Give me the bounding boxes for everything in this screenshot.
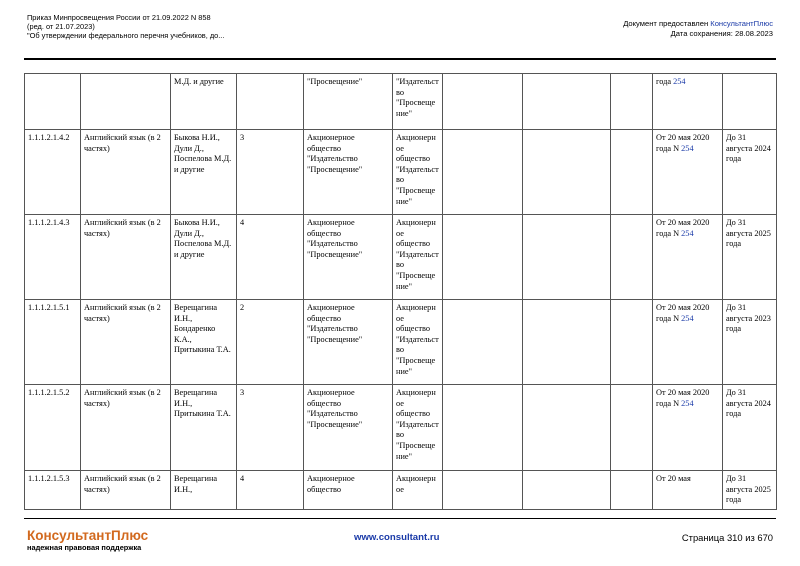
title-cell: Английский язык (в 2 частях) [81, 471, 171, 510]
consultant-tagline: надежная правовая поддержка [27, 543, 142, 552]
table-row [25, 130, 777, 215]
order-date-text: года [656, 77, 674, 86]
document-header-right [623, 19, 773, 38]
order-date-cell [653, 300, 723, 385]
publisher-cell: Акционерное общество "Издательство "Просвещение" [304, 300, 393, 385]
page-counter: Страница 310 из 670 [681, 532, 773, 543]
order-date-cell [653, 471, 723, 510]
order-date-text: От 20 мая 2020 года N [656, 133, 710, 153]
publisher-short-cell: Акционерное общество "Издательство "Просвещение" [393, 130, 443, 215]
header-subject: "Об утверждении федерального перечня учебников, до... [27, 31, 225, 41]
empty-cell [523, 471, 611, 510]
table-row [25, 300, 777, 385]
document-header-left [27, 13, 224, 41]
publisher-cell: Акционерное общество "Издательство "Просвещение" [304, 130, 393, 215]
title-cell: Английский язык (в 2 частях) [81, 385, 171, 471]
grade-cell: 4 [237, 471, 304, 510]
grade-cell [237, 74, 304, 130]
empty-cell [443, 215, 523, 300]
authors-cell: Верещагина И.Н., Бондаренко К.А., Притыкина Т.А. [171, 300, 237, 385]
valid-until-cell: До 31 августа 2024 года [723, 130, 777, 215]
order-date-cell [653, 385, 723, 471]
publisher-cell: "Просвещение" [304, 74, 393, 130]
publisher-cell: Акционерное общество "Издательство "Просвещение" [304, 385, 393, 471]
empty-cell [443, 74, 523, 130]
order-date-text: От 20 мая 2020 года N [656, 388, 710, 408]
order-number-link[interactable]: 254 [681, 143, 694, 153]
empty-cell [523, 74, 611, 130]
publisher-short-cell: "Издательство "Просвещение" [393, 74, 443, 130]
header-provided-by: Документ предоставлен [623, 19, 711, 28]
code-cell: 1.1.1.2.1.4.2 [25, 130, 81, 215]
valid-until-cell: До 31 августа 2024 года [723, 385, 777, 471]
table-row [25, 385, 777, 471]
code-cell: 1.1.1.2.1.5.3 [25, 471, 81, 510]
empty-cell [611, 215, 653, 300]
empty-cell [611, 385, 653, 471]
table-row [25, 215, 777, 300]
empty-cell [443, 385, 523, 471]
publisher-short-cell: Акционерное общество "Издательство "Просвещение" [393, 385, 443, 471]
title-cell: Английский язык (в 2 частях) [81, 130, 171, 215]
authors-cell: М.Д. и другие [171, 74, 237, 130]
order-number-link[interactable]: 254 [681, 398, 694, 408]
empty-cell [611, 300, 653, 385]
valid-until-cell [723, 74, 777, 130]
empty-cell [611, 130, 653, 215]
header-divider [24, 58, 776, 60]
valid-until-cell: До 31 августа 2025 года [723, 215, 777, 300]
empty-cell [523, 385, 611, 471]
empty-cell [443, 130, 523, 215]
valid-until-cell: До 31 августа 2025 года [723, 471, 777, 510]
table-row [25, 471, 777, 510]
header-edition: (ред. от 21.07.2023) [27, 22, 95, 32]
order-date-text: От 20 мая 2020 года N [656, 218, 710, 238]
valid-until-cell: До 31 августа 2023 года [723, 300, 777, 385]
code-cell: 1.1.1.2.1.5.2 [25, 385, 81, 471]
order-date-text: От 20 мая 2020 года N [656, 303, 710, 323]
authors-cell: Быкова Н.И., Дули Д., Поспелова М.Д. и другие [171, 130, 237, 215]
empty-cell [443, 300, 523, 385]
empty-cell [443, 471, 523, 510]
code-cell: 1.1.1.2.1.5.1 [25, 300, 81, 385]
consultant-logo: КонсультантПлюс [27, 528, 149, 543]
header-order-title: Приказ Минпросвещения России от 21.09.2022 N 858 [27, 13, 211, 22]
empty-cell [523, 130, 611, 215]
order-number-link[interactable]: 254 [673, 77, 686, 86]
publisher-cell: Акционерное общество [304, 471, 393, 510]
empty-cell [523, 300, 611, 385]
publisher-short-cell: Акционерное общество "Издательство "Просвещение" [393, 215, 443, 300]
authors-cell: Быкова Н.И., Дули Д., Поспелова М.Д. и другие [171, 215, 237, 300]
publisher-short-cell: Акционерное общество "Издательство "Просвещение" [393, 300, 443, 385]
grade-cell: 3 [237, 130, 304, 215]
order-date-cell [653, 215, 723, 300]
code-cell [25, 74, 81, 130]
grade-cell: 3 [237, 385, 304, 471]
grade-cell: 2 [237, 300, 304, 385]
title-cell [81, 74, 171, 130]
publisher-cell: Акционерное общество "Издательство "Просвещение" [304, 215, 393, 300]
textbook-table [24, 73, 777, 510]
order-number-link[interactable]: 254 [681, 228, 694, 238]
title-cell: Английский язык (в 2 частях) [81, 215, 171, 300]
empty-cell [611, 74, 653, 130]
empty-cell [611, 471, 653, 510]
header-save-date: Дата сохранения: 28.08.2023 [670, 28, 773, 38]
code-cell: 1.1.1.2.1.4.3 [25, 215, 81, 300]
consultant-url-link[interactable]: www.consultant.ru [354, 532, 440, 543]
empty-cell [523, 215, 611, 300]
order-date-text: От 20 мая [656, 474, 691, 483]
order-date-cell [653, 74, 723, 130]
order-date-cell [653, 130, 723, 215]
publisher-short-cell: Акционерное [393, 471, 443, 510]
footer-divider [24, 518, 776, 519]
grade-cell: 4 [237, 215, 304, 300]
order-number-link[interactable]: 254 [681, 313, 694, 323]
title-cell: Английский язык (в 2 частях) [81, 300, 171, 385]
table-row [25, 74, 777, 130]
authors-cell: Верещагина И.Н., Притыкина Т.А. [171, 385, 237, 471]
header-brand-link[interactable]: КонсультантПлюс [710, 19, 773, 28]
authors-cell: Верещагина И.Н., [171, 471, 237, 510]
